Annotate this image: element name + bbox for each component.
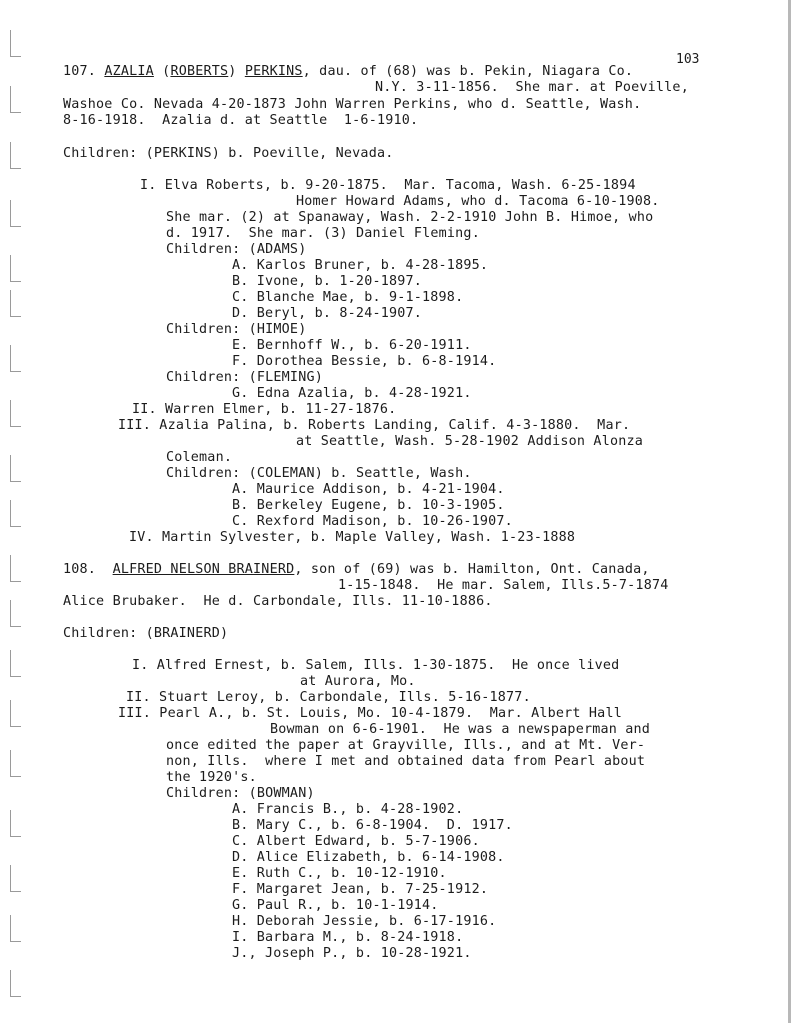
entry-text-line: N.Y. 3-11-1856. She mar. at Poeville, <box>375 80 689 95</box>
margin-mark <box>10 400 21 427</box>
grandchild-line: D. Alice Elizabeth, b. 6-14-1908. <box>232 850 505 865</box>
child-line: Bowman on 6-6-1901. He was a newspaperman and <box>270 722 651 737</box>
grandchild-line: F. Dorothea Bessie, b. 6-8-1914. <box>232 354 497 369</box>
child-line: at Seattle, Wash. 5-28-1902 Addison Alonza <box>296 434 643 449</box>
person-last-name: PERKINS <box>244 64 303 79</box>
margin-mark <box>10 865 21 892</box>
margin-mark <box>10 142 21 169</box>
margin-mark <box>10 810 21 837</box>
child-line: II. Warren Elmer, b. 11-27-1876. <box>132 402 397 417</box>
child-line: d. 1917. She mar. (3) Daniel Fleming. <box>166 226 480 241</box>
child-line: She mar. (2) at Spanaway, Wash. 2-2-1910 John B. Himoe, who <box>166 210 654 225</box>
children-subheader: Children: (FLEMING) <box>166 370 323 385</box>
person-name: ALFRED NELSON BRAINERD <box>112 562 295 577</box>
binder-margin-marks <box>0 0 30 1023</box>
margin-mark <box>10 86 21 113</box>
entry-text: , son of (69) was b. Hamilton, Ont. Canada, <box>294 562 650 577</box>
child-line: III. Pearl A., b. St. Louis, Mo. 10-4-1879. Mar. Albert Hall <box>118 706 622 721</box>
margin-mark <box>10 290 21 317</box>
entry-number: 108. <box>63 562 97 577</box>
child-line: Homer Howard Adams, who d. Tacoma 6-10-1908. <box>296 194 660 209</box>
child-line: at Aurora, Mo. <box>300 674 416 689</box>
person-maiden-name: ROBERTS <box>170 64 229 79</box>
margin-mark <box>10 500 21 527</box>
person-first-name: AZALIA <box>104 64 154 79</box>
margin-mark <box>10 345 21 372</box>
children-subheader: Children: (ADAMS) <box>166 242 307 257</box>
margin-mark <box>10 455 21 482</box>
child-line: non, Ills. where I met and obtained data from Pearl about <box>166 754 646 769</box>
grandchild-line: J., Joseph P., b. 10-28-1921. <box>232 946 472 961</box>
grandchild-line: I. Barbara M., b. 8-24-1918. <box>232 930 464 945</box>
grandchild-line: H. Deborah Jessie, b. 6-17-1916. <box>232 914 497 929</box>
child-line: III. Azalia Palina, b. Roberts Landing, Calif. 4-3-1880. Mar. <box>118 418 631 433</box>
margin-mark <box>10 970 21 997</box>
children-subheader: Children: (BOWMAN) <box>166 786 315 801</box>
grandchild-line: C. Rexford Madison, b. 10-26-1907. <box>232 514 513 529</box>
children-subheader: Children: (COLEMAN) b. Seattle, Wash. <box>166 466 472 481</box>
entry-108-heading <box>63 562 650 578</box>
grandchild-line: C. Albert Edward, b. 5-7-1906. <box>232 834 480 849</box>
child-line: Coleman. <box>166 450 233 465</box>
grandchild-line: A. Maurice Addison, b. 4-21-1904. <box>232 482 505 497</box>
margin-mark <box>10 600 21 627</box>
grandchild-line: A. Karlos Bruner, b. 4-28-1895. <box>232 258 489 273</box>
child-line: II. Stuart Leroy, b. Carbondale, Ills. 5-16-1877. <box>126 690 531 705</box>
grandchild-line: E. Ruth C., b. 10-12-1910. <box>232 866 447 881</box>
margin-mark <box>10 915 21 942</box>
grandchild-line: B. Ivone, b. 1-20-1897. <box>232 274 423 289</box>
entry-text-line: 1-15-1848. He mar. Salem, Ills.5-7-1874 <box>338 578 669 593</box>
entry-text: , dau. of (68) was b. Pekin, Niagara Co. <box>302 64 634 79</box>
children-header: Children: (BRAINERD) <box>63 626 229 641</box>
grandchild-line: D. Beryl, b. 8-24-1907. <box>232 306 423 321</box>
margin-mark <box>10 200 21 227</box>
grandchild-line: C. Blanche Mae, b. 9-1-1898. <box>232 290 464 305</box>
margin-mark <box>10 700 21 727</box>
grandchild-line: B. Mary C., b. 6-8-1904. D. 1917. <box>232 818 513 833</box>
entry-text-line: Alice Brubaker. He d. Carbondale, Ills. 11-10-1886. <box>63 594 493 609</box>
child-line: once edited the paper at Grayville, Ills., and at Mt. Ver- <box>166 738 646 753</box>
child-line: the 1920's. <box>166 770 257 785</box>
children-subheader: Children: (HIMOE) <box>166 322 307 337</box>
entry-text-line: Washoe Co. Nevada 4-20-1873 John Warren Perkins, who d. Seattle, Wash. <box>63 97 642 112</box>
entry-text-line: 8-16-1918. Azalia d. at Seattle 1-6-1910. <box>63 113 419 128</box>
grandchild-line: G. Edna Azalia, b. 4-28-1921. <box>232 386 472 401</box>
child-line: I. Alfred Ernest, b. Salem, Ills. 1-30-1875. He once lived <box>132 658 620 673</box>
child-line: I. Elva Roberts, b. 9-20-1875. Mar. Tacoma, Wash. 6-25-1894 <box>140 178 636 193</box>
child-line: IV. Martin Sylvester, b. Maple Valley, Wash. 1-23-1888 <box>129 530 576 545</box>
grandchild-line: G. Paul R., b. 10-1-1914. <box>232 898 439 913</box>
grandchild-line: E. Bernhoff W., b. 6-20-1911. <box>232 338 472 353</box>
children-header: Children: (PERKINS) b. Poeville, Nevada. <box>63 146 394 161</box>
grandchild-line: B. Berkeley Eugene, b. 10-3-1905. <box>232 498 505 513</box>
grandchild-line: A. Francis B., b. 4-28-1902. <box>232 802 464 817</box>
margin-mark <box>10 555 21 582</box>
margin-mark <box>10 750 21 777</box>
grandchild-line: F. Margaret Jean, b. 7-25-1912. <box>232 882 489 897</box>
page-number: 103 <box>676 52 700 67</box>
margin-mark <box>10 255 21 282</box>
margin-mark <box>10 30 21 57</box>
entry-number: 107. <box>63 64 97 79</box>
entry-107-heading: 107. AZALIA (ROBERTS) PERKINS, dau. of (68) was b. Pekin, Niagara Co. <box>63 64 634 79</box>
margin-mark <box>10 650 21 677</box>
